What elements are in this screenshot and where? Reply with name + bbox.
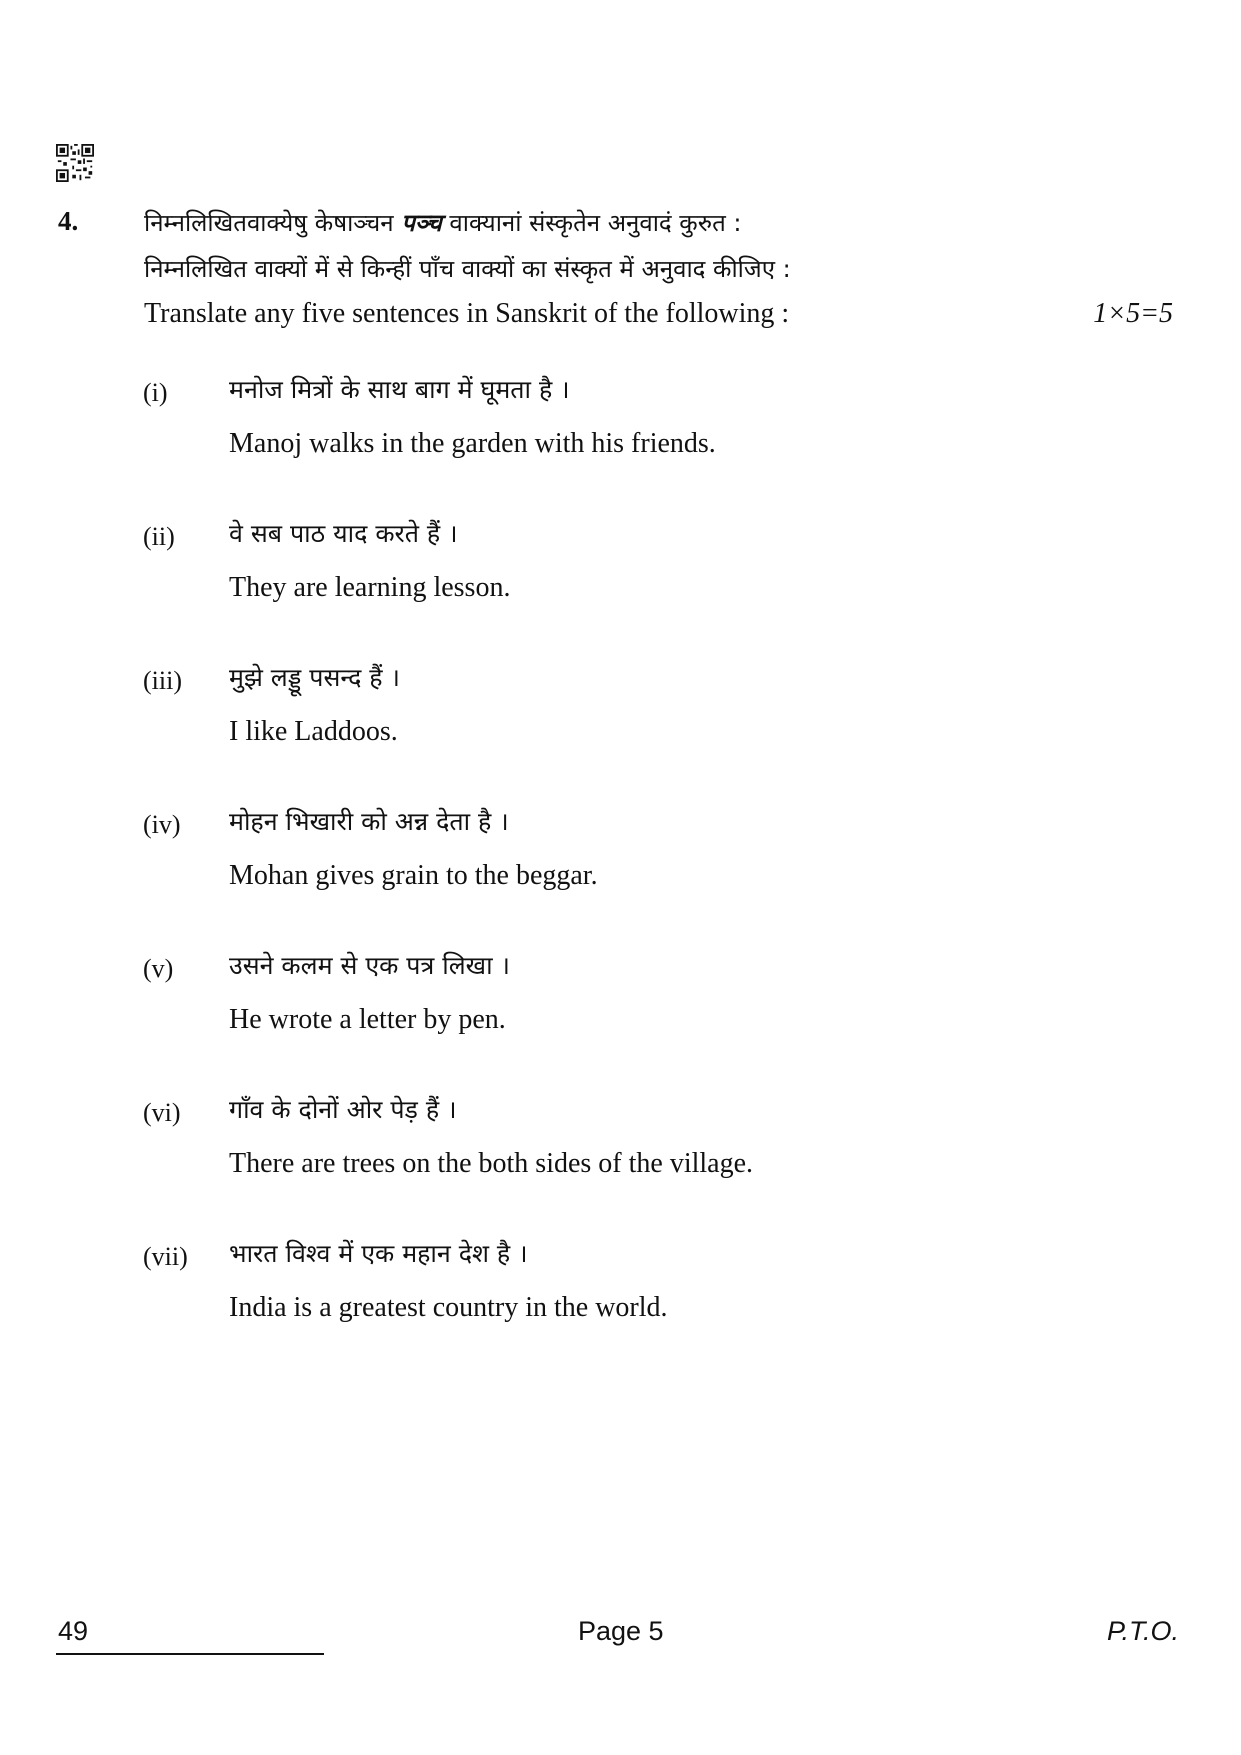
sanskrit-instruction-post: वाक्यानां संस्कृतेन अनुवादं कुरुत : (441, 209, 742, 237)
please-turn-over: P.T.O. (1106, 1616, 1179, 1646)
item-number: (v) (143, 954, 174, 983)
list-item (0, 1236, 1241, 1376)
question-number: 4. (58, 206, 79, 236)
item-hindi-sentence: मुझे लड्डू पसन्द हैं । (229, 663, 400, 692)
item-hindi-sentence: वे सब पाठ याद करते हैं । (229, 519, 458, 548)
item-hindi-sentence: मनोज मित्रों के साथ बाग में घूमता है । (229, 375, 570, 404)
item-english-sentence: India is a greatest country in the world. (229, 1292, 668, 1323)
sanskrit-instruction-pre: निम्नलिखितवाक्येषु केषाञ्चन (144, 209, 402, 237)
marks-allocation: 1×5=5 (1093, 298, 1173, 329)
item-number: (vi) (143, 1098, 181, 1127)
list-item (0, 372, 1241, 512)
item-number: (iii) (143, 666, 182, 695)
item-hindi-sentence: गाँव के दोनों ओर पेड़ हैं । (229, 1095, 457, 1124)
item-number: (iv) (143, 810, 181, 839)
list-item (0, 804, 1241, 944)
item-english-sentence: I like Laddoos. (229, 716, 398, 747)
sanskrit-instruction (144, 206, 741, 239)
english-instruction: Translate any five sentences in Sanskrit of the following : (144, 298, 790, 329)
item-english-sentence: Mohan gives grain to the beggar. (229, 860, 598, 891)
item-english-sentence: He wrote a letter by pen. (229, 1004, 506, 1035)
list-item (0, 948, 1241, 1088)
item-number: (ii) (143, 522, 175, 551)
paper-code: 49 (58, 1616, 89, 1646)
hindi-instruction: निम्नलिखित वाक्यों में से किन्हीं पाँच वाक्यों का संस्कृत में अनुवाद कीजिए : (144, 255, 791, 283)
sanskrit-instruction-emphasis: पञ्च (401, 209, 442, 237)
item-english-sentence: They are learning lesson. (229, 572, 511, 603)
item-english-sentence: Manoj walks in the garden with his friends. (229, 428, 716, 459)
item-number: (i) (143, 378, 168, 407)
qr-code-icon (56, 144, 94, 182)
list-item (0, 516, 1241, 656)
item-hindi-sentence: उसने कलम से एक पत्र लिखा । (229, 951, 511, 980)
list-item (0, 1092, 1241, 1232)
item-hindi-sentence: भारत विश्व में एक महान देश है । (229, 1239, 528, 1268)
list-item (0, 660, 1241, 800)
item-english-sentence: There are trees on the both sides of the village. (229, 1148, 754, 1179)
footer-underline (56, 1653, 324, 1655)
item-number: (vii) (143, 1242, 188, 1271)
item-hindi-sentence: मोहन भिखारी को अन्न देता है । (229, 807, 509, 836)
page-number: Page 5 (578, 1616, 664, 1646)
